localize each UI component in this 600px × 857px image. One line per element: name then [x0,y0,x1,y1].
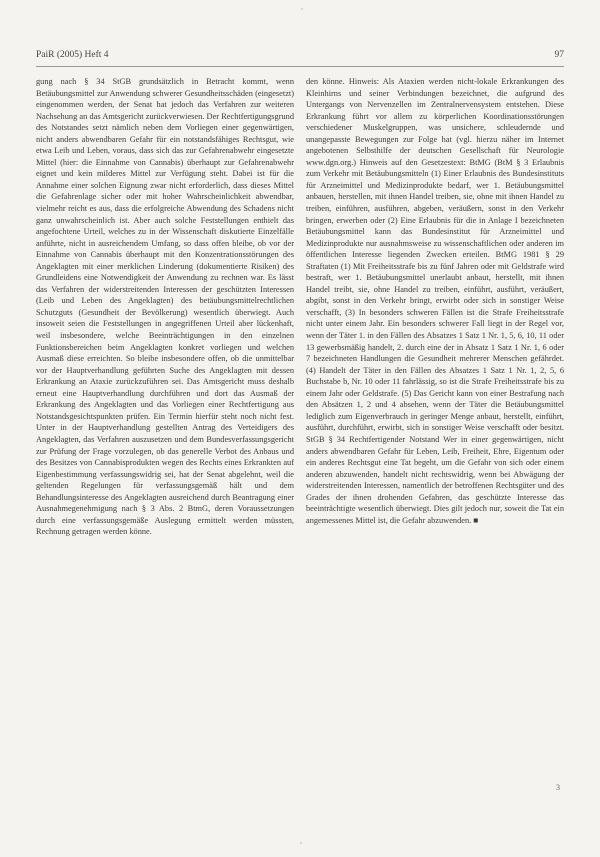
header-rule [36,66,564,67]
footer-mark: 3 [556,783,560,792]
page-number: 97 [554,50,564,60]
page-header [36,50,564,64]
column-left-text: gung nach § 34 StGB grundsätzlich in Betracht kommt, wenn Betäubungsmittel zur Anwendung schwerer Gesundheitsschäden (eingesetzt) eingenommen werden, der Senat hat jedoch das Verfahren zur weiteren Nachsehung an das Amtsgericht zurückverwiesen. Der Rechtfertigungsgrund des Notstandes setzt nämlich neben dem Vorliegen einer gegenwärtigen, nicht anders abwendbaren Gefahr für ein notstandsfähiges Rechtsgut, wie etwa Leib und Leben, voraus, dass sich das zur Gefahrenabwehr eingesetzte Mittel (hier: die Einnahme von Cannabis) überhaupt zur Gefahrenabwehr eignet und kein milderes Mittel zur Verfügung steht. Dabei ist für die Annahme einer solchen Eignung zwar nicht erforderlich, dass dieses Mittel die Gefahrenlage sicher oder mit hoher Wahrscheinlichkeit abwendbar, vielmehr reicht es aus, dass die erfolgreiche Abwendung des Schadens nicht ganz unwahrscheinlich ist. Aber auch solche Feststellungen enthielt das angefochtene Urteil, welches zu in der Wissenschaft diskutierte Einzelfälle anführte, nicht in ausreichendem Umfang, so dass offen bleibe, ob vor der Einnahme von Cannabis überhaupt mit den Konzentrationsstörungen des Angeklagten mit einer merklichen Linderung (dokumentierte Risiken) des Grundleidens eine Notwendigkeit der Anwendung zu rechnen war. Es lässt das Verfahren der widerstreitenden Interessen der geschützten Interessen (Leib und Leben des Angeklagten) des betäubungsmittelrechtlichen Schutzguts (Gesundheit der Bevölkerung) wesentlich überwiegt. Auch insoweit seien die Feststellungen in angegriffenen Urteil aber lückenhaft, weil insbesondere, welche Beeinträchtigungen in den einzelnen Funktionsbereichen beim Angeklagten konkret vorliegen und welchen Ausmaß diese erreichten. So bleibe insbesondere offen, ob die unmittelbar vor der Hauptverhandlung geführten Suche des Angeklagten mit dessen Erkrankung an Ataxie zurückzuführen sei. Das Amtsgericht muss deshalb erneut eine Hauptverhandlung durchführen und dort das Ausmaß der Erkrankung des Angeklagten und das Vorliegen einer Rechtfertigung aus Notstandsgesichtspunkten prüfen. Ein Termin hierfür steht noch nicht fest. Unter in der Hauptverhandlung gestellten Antrag des Verteidigers des Angeklagten, das Verfahren auszusetzen und dem Bundesverfassungsgericht zur Prüfung der Frage vorzulegen, ob das generelle Verbot des Anbaus und des Besitzes von Cannabisprodukten wegen des Rechts eines Erkrankten auf Eigenbestimmung verfassungswidrig sei, hat der Senat abgelehnt, weil die geltenden Regelungen für verfassungsgemäß hält und dem Behandlungsinteresse des Angeklagten ausreichend durch Beantragung einer Ausnahmegenehmigung nach § 3 Abs. 2 BtmG, deren Voraussetzungen durch eine verfassungsgemäße Auslegung ermittelt werden müssten, Rechnung getragen werden könne. [36,77,294,537]
column-right-text: den könne. Hinweis: Als Ataxien werden nicht-lokale Erkrankungen des Kleinhirns und seiner Verbindungen bezeichnet, die aufgrund des Untergangs von Nervenzellen im Zentralnervensystem entstehen. Diese Erkrankung führt vor allem zu körperlichen Koordinationsstörungen verschiedener Muskelgruppen, was unsichere, schleudernde und unangepasste Bewegungen zur Folge hat (vgl. hierzu näher im Internet angebotenen Selbsthilfe der deutschen Gesellschaft für Neurologie www.dgn.org.) Hinweis auf den Gesetzestext: BtMG (BtM § 3 Erlaubnis zum Verkehr mit Betäubungsmitteln (1) Einer Erlaubnis des Bundesinstituts für Arzneimittel und Medizinprodukte bedarf, wer 1. Betäubungsmittel anbauen, herstellen, mit ihnen Handel treiben, sie, ohne mit ihnen Handel zu treiben, einführen, ausführen, abgeben, veräußern, sonst in den Verkehr bringen, erwerben oder (2) Eine Erlaubnis für die in Anlage I bezeichneten Betäubungsmittel kann das Bundesinstitut für Arzneimittel und Medizinprodukte nur ausnahmsweise zu wissenschaftlichen oder anderen im öffentlichen Interesse liegenden Zwecken erteilen. BtMG 1981 § 29 Straftaten (1) Mit Freiheitsstrafe bis zu fünf Jahren oder mit Geldstrafe wird bestraft, wer 1. Betäubungsmittel unerlaubt anbaut, herstellt, mit ihnen Handel treibt, sie, ohne Handel zu treiben, einführt, ausführt, veräußert, abgibt, sonst in den Verkehr bringt, erwirbt oder sich in sonstiger Weise verschafft, (3) In besonders schweren Fällen ist die Strafe Freiheitsstrafe nicht unter einem Jahr. Ein besonders schwerer Fall liegt in der Regel vor, wenn der Täter 1. in den Fällen des Absatzes 1 Satz 1 Nr. 1, 5, 6, 10, 11 oder 13 gewerbsmäßig handelt, 2. durch eine der in Absatz 1 Satz 1 Nr. 1, 6 oder 7 bezeichneten Handlungen die Gesundheit mehrerer Menschen gefährdet. (4) Handelt der Täter in den Fällen des Absatzes 1 Satz 1 Nr. 1, 2, 5, 6 Buchstabe b, Nr. 10 oder 11 fahrlässig, so ist die Strafe Freiheitsstrafe bis zu einem Jahr oder Geldstrafe. (5) Das Gericht kann von einer Bestrafung nach den Absätzen 1, 2 und 4 absehen, wenn der Täter die Betäubungsmittel lediglich zum Eigenverbrauch in geringer Menge anbaut, herstellt, einführt, ausführt, durchführt, erwirbt, sich in sonstiger Weise verschafft oder besitzt. StGB § 34 Rechtfertigender Notstand Wer in einer gegenwärtigen, nicht anders abwendbaren Gefahr für Leben, Leib, Freiheit, Ehre, Eigentum oder ein anderes Rechtsgut eine Tat begeht, um die Gefahr von sich oder einem anderen abzuwenden, handelt nicht rechtswidrig, wenn bei Abwägung der widerstreitenden Interessen, namentlich der betroffenen Rechtsgüter und des Grades der ihnen drohenden Gefahren, das geschützte Interesse das beeinträchtigte wesentlich überwiegt. Dies gilt jedoch nur, soweit die Tat ein angemessenes Mittel ist, die Gefahr abzuwenden. ■ [306,77,564,525]
scan-speck [300,842,302,844]
text-column-left [36,76,294,828]
scan-speck [301,8,303,10]
text-column-right [306,76,564,828]
journal-title: PaiR (2005) Heft 4 [36,50,109,60]
